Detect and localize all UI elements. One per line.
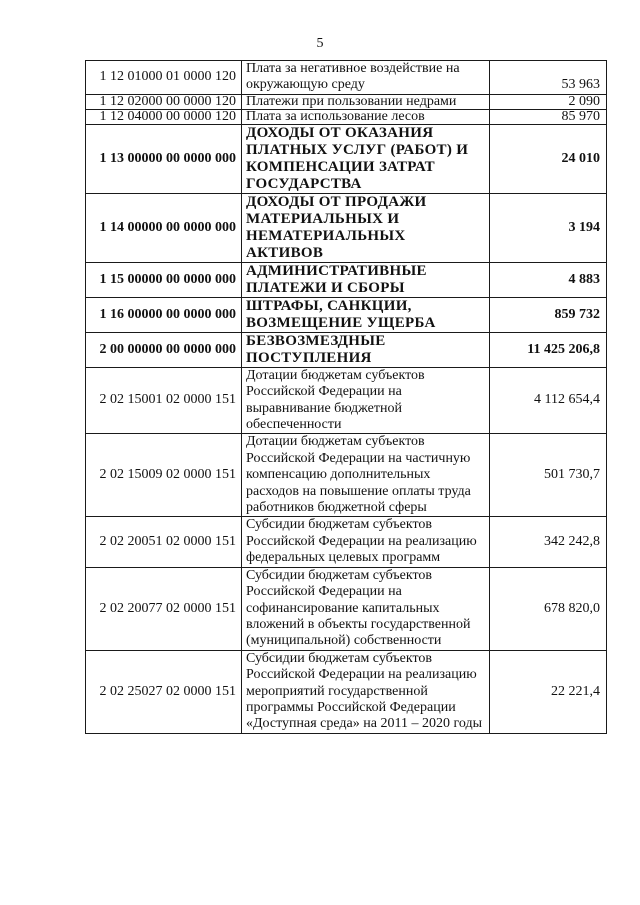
- table-row: [86, 650, 607, 733]
- budget-code-cell: 1 16 00000 00 0000 000: [86, 297, 242, 332]
- revenue-name-cell: Дотации бюджетам субъектов Российской Федерации на частичную компенсацию дополнительных расходов на повышение оплаты труда работников бюджетной сферы: [242, 434, 490, 517]
- table-row: [86, 567, 607, 650]
- revenue-name-cell: ДОХОДЫ ОТ ПРОДАЖИ МАТЕРИАЛЬНЫХ И НЕМАТЕРИАЛЬНЫХ АКТИВОВ: [242, 193, 490, 262]
- revenue-name-cell: Платежи при пользовании недрами: [242, 94, 490, 109]
- amount-cell: 85 970: [490, 109, 607, 124]
- table-row: [86, 193, 607, 262]
- amount-cell: 4 112 654,4: [490, 367, 607, 434]
- budget-revenue-table: [85, 60, 607, 734]
- amount-cell: 53 963: [490, 61, 607, 95]
- revenue-name-cell: БЕЗВОЗМЕЗДНЫЕ ПОСТУПЛЕНИЯ: [242, 332, 490, 367]
- table-row: [86, 61, 607, 95]
- budget-code-cell: 1 12 01000 01 0000 120: [86, 61, 242, 95]
- revenue-name-cell: Дотации бюджетам субъектов Российской Федерации на выравнивание бюджетной обеспеченности: [242, 367, 490, 434]
- amount-cell: 2 090: [490, 94, 607, 109]
- revenue-name-cell: Плата за негативное воздействие на окружающую среду: [242, 61, 490, 95]
- table-row: [86, 434, 607, 517]
- budget-code-cell: 1 12 02000 00 0000 120: [86, 94, 242, 109]
- amount-cell: 22 221,4: [490, 650, 607, 733]
- table-row: [86, 124, 607, 193]
- table-row: [86, 332, 607, 367]
- amount-cell: 342 242,8: [490, 517, 607, 567]
- revenue-name-cell: ШТРАФЫ, САНКЦИИ, ВОЗМЕЩЕНИЕ УЩЕРБА: [242, 297, 490, 332]
- amount-cell: 501 730,7: [490, 434, 607, 517]
- revenue-name-cell: Субсидии бюджетам субъектов Российской Федерации на реализацию мероприятий государственной программы Российской Федерации «Доступная среда» на 2011 – 2020 годы: [242, 650, 490, 733]
- revenue-name-cell: АДМИНИСТРАТИВНЫЕ ПЛАТЕЖИ И СБОРЫ: [242, 262, 490, 297]
- budget-code-cell: 1 13 00000 00 0000 000: [86, 124, 242, 193]
- revenue-name-cell: Субсидии бюджетам субъектов Российской Федерации на софинансирование капитальных вложений в объекты государственной (муниципальной) собственности: [242, 567, 490, 650]
- table-row: [86, 94, 607, 109]
- budget-code-cell: 2 02 20051 02 0000 151: [86, 517, 242, 567]
- amount-cell: 859 732: [490, 297, 607, 332]
- amount-cell: 11 425 206,8: [490, 332, 607, 367]
- amount-cell: 3 194: [490, 193, 607, 262]
- budget-code-cell: 2 02 25027 02 0000 151: [86, 650, 242, 733]
- budget-code-cell: 1 14 00000 00 0000 000: [86, 193, 242, 262]
- revenue-name-cell: ДОХОДЫ ОТ ОКАЗАНИЯ ПЛАТНЫХ УСЛУГ (РАБОТ) И КОМПЕНСАЦИИ ЗАТРАТ ГОСУДАРСТВА: [242, 124, 490, 193]
- revenue-name-cell: Плата за использование лесов: [242, 109, 490, 124]
- table-row: [86, 109, 607, 124]
- budget-code-cell: 2 02 20077 02 0000 151: [86, 567, 242, 650]
- budget-code-cell: 1 15 00000 00 0000 000: [86, 262, 242, 297]
- table-row: [86, 262, 607, 297]
- table-row: [86, 367, 607, 434]
- table-row: [86, 297, 607, 332]
- budget-code-cell: 2 02 15009 02 0000 151: [86, 434, 242, 517]
- budget-code-cell: 2 02 15001 02 0000 151: [86, 367, 242, 434]
- page-number: 5: [316, 36, 324, 51]
- table-row: [86, 517, 607, 567]
- budget-code-cell: 2 00 00000 00 0000 000: [86, 332, 242, 367]
- budget-code-cell: 1 12 04000 00 0000 120: [86, 109, 242, 124]
- amount-cell: 4 883: [490, 262, 607, 297]
- amount-cell: 678 820,0: [490, 567, 607, 650]
- revenue-name-cell: Субсидии бюджетам субъектов Российской Федерации на реализацию федеральных целевых программ: [242, 517, 490, 567]
- amount-cell: 24 010: [490, 124, 607, 193]
